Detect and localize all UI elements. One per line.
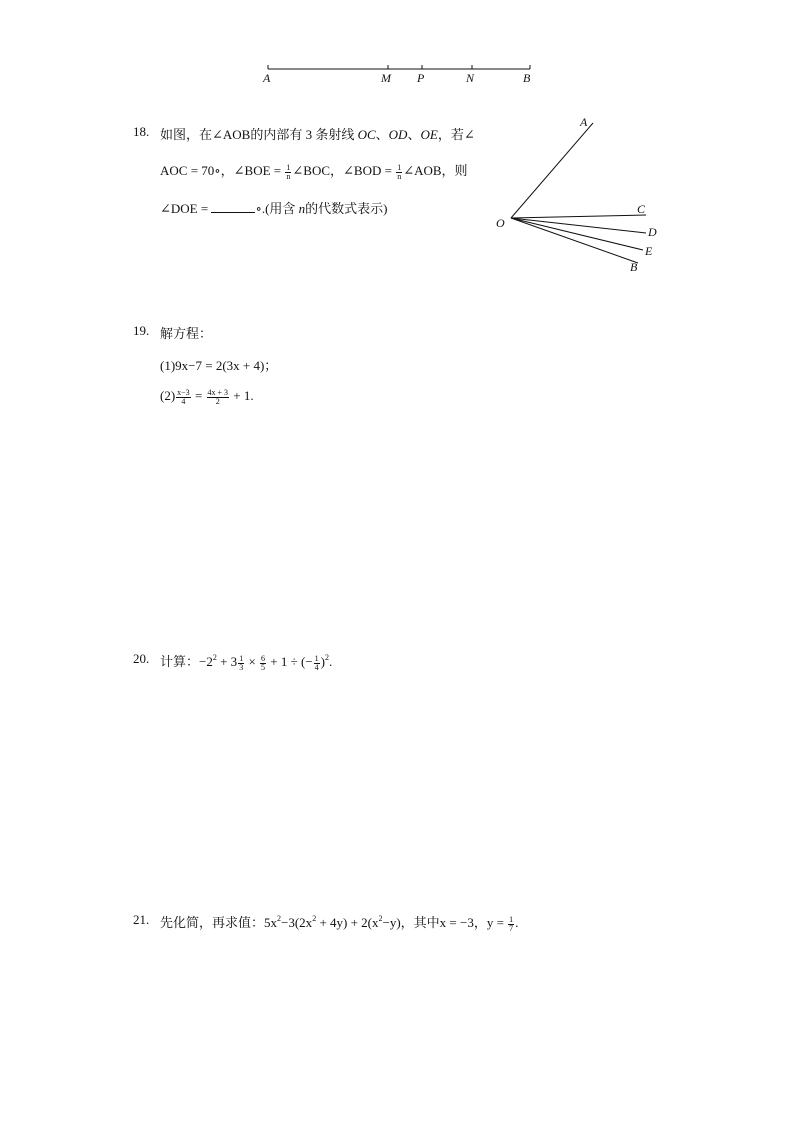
q20-frac3: $\frac{1}{4}$ [314,653,319,672]
q18-line1-suffix: ，若∠ [437,127,475,142]
q19-title: 解方程： [160,326,213,341]
q18-line3-b: ∘.(用含 [255,201,299,216]
q21-expression [160,912,518,933]
q20-part-a: + 3 [216,654,238,669]
q21-exp-c: 2 [378,914,383,923]
label-m: M [381,71,391,85]
eq2-frac-left: $\frac{x-3}{4}$ [177,387,190,406]
eq2-mid: = [191,388,206,403]
eq2-suffix: + 1. [230,388,254,403]
q21-number: 21. [133,912,150,927]
q18-line2-b: ∠BOC，∠BOD = [292,163,396,178]
q18-number: 18. [133,124,150,139]
point-d-label: D [648,225,657,239]
ray-oa-line [511,123,593,218]
q19-number: 19. [133,323,150,338]
q18-line2-a: AOC = 70∘，∠BOE = [160,163,285,178]
q20-part-b: × [245,654,260,669]
q21-exp-a: 2 [277,914,282,923]
point-o-label: O [496,216,505,230]
q21-exp-b: 2 [312,914,317,923]
q21-part-a: −3(2x [281,915,313,930]
label-a: A [263,71,271,85]
eq2-prefix: (2) [160,388,176,403]
answer-blank[interactable] [211,201,255,213]
q19-equation-2 [160,388,254,406]
eq2-frac-right: $\frac{4x + 3}{2}$ [207,387,229,406]
segment-figure [255,58,545,88]
q21-frac-y: $\frac{1}{7}$ [509,914,514,933]
ray-oe-line [511,218,643,250]
label-b: B [523,71,531,85]
q20-mixed-frac: $\frac{1}{3}$ [239,653,244,672]
q20-exp2: 2 [325,653,330,662]
q19-equation-1: (1)9x−7 = 2(3x + 4)； [160,358,278,373]
q18-line2 [160,160,468,181]
q21-suffix: . [515,915,519,930]
ray-oc-line [511,215,646,218]
q18-line3 [160,198,388,217]
q20-prefix: 计算：−2 [160,654,213,669]
q21-part-c: −y)，其中x = −3，y = [382,915,508,930]
q21-part-b: + 4y) + 2(x [316,915,379,930]
q18-line1-prefix: 如图，在∠AOB的内部有 3 条射线 [160,127,358,142]
ray-oc: OC [357,127,376,142]
q20-number: 20. [133,651,150,666]
ray-od: OD [388,127,408,142]
q18-line2-c: ∠AOB，则 [403,163,468,178]
sep1: 、 [375,127,389,142]
q20-suffix: . [329,654,333,669]
point-b-label: B [630,260,638,274]
var-n: n [298,201,306,216]
q20-frac2: $\frac{6}{5}$ [261,653,266,672]
fraction-1-over-n: $\frac{1}{n}$ [286,162,291,181]
q18-line1 [160,124,475,143]
q18-line3-a: ∠DOE = [160,201,212,216]
ray-oe: OE [420,127,438,142]
point-c-label: C [637,202,646,216]
label-p: P [417,71,425,85]
fraction-1-over-n-2: $\frac{1}{n}$ [397,162,402,181]
q21-prefix: 先化简，再求值：5x [160,915,278,930]
q20-exp1: 2 [212,653,217,662]
angle-figure [490,110,670,280]
label-n: N [466,71,475,85]
q20-part-c: + 1 ÷ (− [267,654,313,669]
q18-line3-c: 的代数式表示) [305,201,388,216]
point-a-label: A [580,115,588,129]
q20-expression [160,651,332,672]
point-e-label: E [645,244,653,258]
sep2: 、 [407,127,421,142]
q20-part-d: ) [320,654,326,669]
